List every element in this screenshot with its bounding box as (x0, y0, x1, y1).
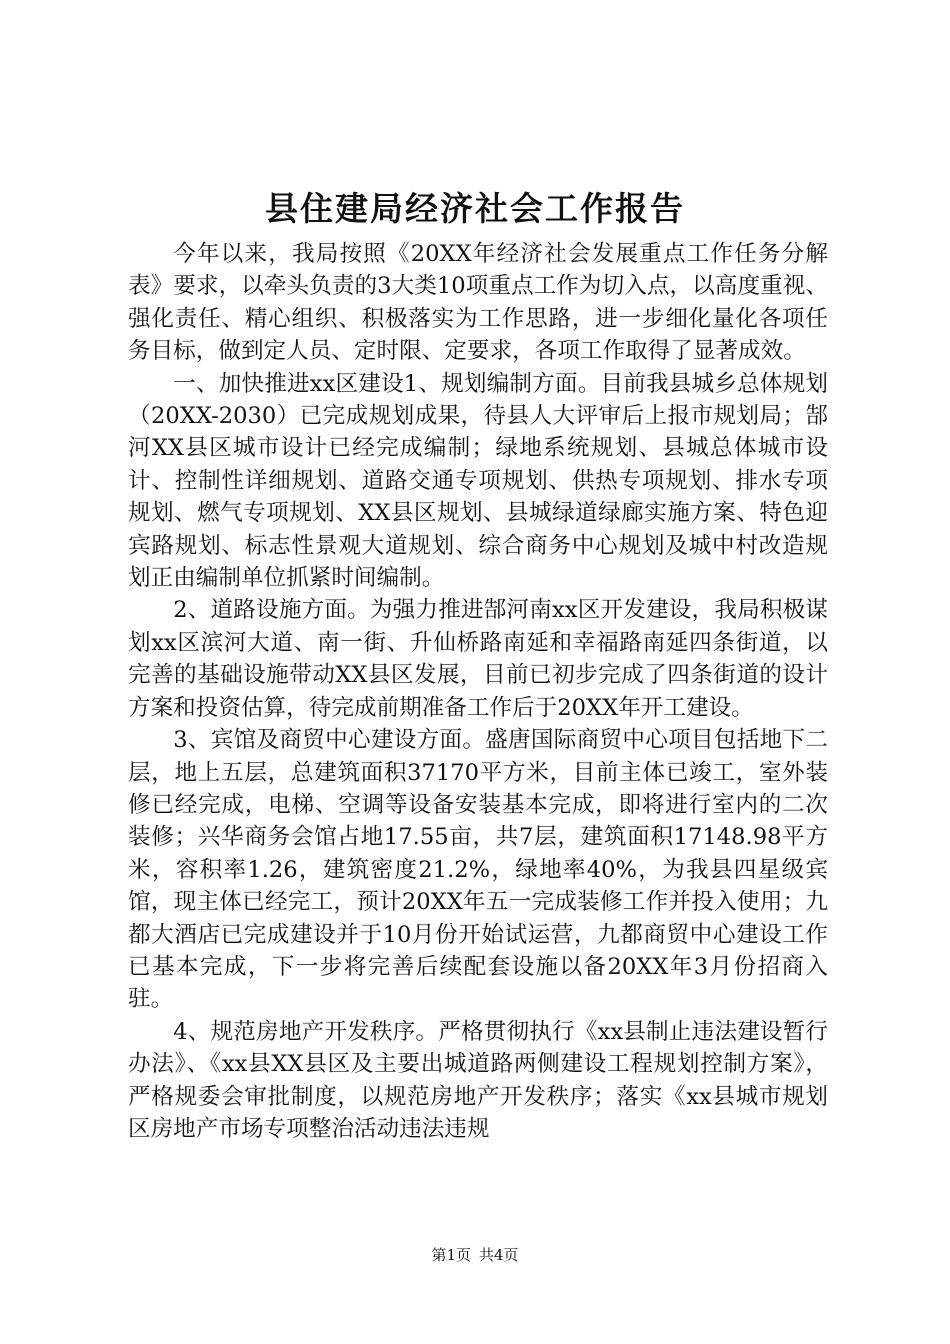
page-number: 第1页 (431, 1246, 471, 1264)
document-body (128, 238, 828, 1145)
page-total: 共4页 (479, 1246, 519, 1264)
paragraph-roads: 2、道路设施方面。为强力推进郜河南xx区开发建设，我局积极谋划xx区滨河大道、南一街、升仙桥路南延和幸福路南延四条街道，以完善的基础设施带动XX县区发展，目前已初步完成了四条街道的设计方案和投资估算，待完成前期准备工作后于20XX年开工建设。 (128, 597, 828, 721)
paragraph-intro: 今年以来，我局按照《20XX年经济社会发展重点工作任务分解表》要求，以牵头负责的3大类10项重点工作为切入点，以高度重视、强化责任、精心组织、积极落实为工作思路，进一步细化量化各项任务目标，做到定人员、定时限、定要求，各项工作取得了显著成效。 (128, 241, 828, 365)
page-footer (0, 1244, 950, 1266)
paragraph-planning: 一、加快推进xx区建设1、规划编制方面。目前我县城乡总体规划（20XX-2030）已完成规划成果，待县人大评审后上报市规划局；郜河XX县区城市设计已经完成编制；绿地系统规划、县城总体城市设计、控制性详细规划、道路交通专项规划、供热专项规划、排水专项规划、燃气专项规划、XX县区规划、县城绿道绿廊实施方案、特色迎宾路规划、标志性景观大道规划、综合商务中心规划及城中村改造规划正由编制单位抓紧时间编制。 (128, 370, 828, 592)
paragraph-hotels: 3、宾馆及商贸中心建设方面。盛唐国际商贸中心项目包括地下二层，地上五层，总建筑面积37170平方米，目前主体已竣工，室外装修已经完成，电梯、空调等设备安装基本完成，即将进行室内的二次装修；兴华商务会馆占地17.55亩，共7层，建筑面积17148.98平方米，容积率1.26，建筑密度21.2%，绿地率40%，为我县四星级宾馆，现主体已经完工，预计20XX年五一完成装修工作并投入使用；九都大酒店已完成建设并于10月份开始试运营，九都商贸中心建设工作已基本完成，下一步将完善后续配套设施以备20XX年3月份招商入驻。 (128, 727, 828, 1013)
paragraph-real-estate: 4、规范房地产开发秩序。严格贯彻执行《xx县制止违法建设暂行办法》、《xx县XX县区及主要出城道路两侧建设工程规划控制方案》，严格规委会审批制度，以规范房地产开发秩序；落实《xx县城市规划区房地产市场专项整治活动违法违规 (128, 1018, 828, 1142)
document-title: 县住建局经济社会工作报告 (265, 189, 685, 228)
